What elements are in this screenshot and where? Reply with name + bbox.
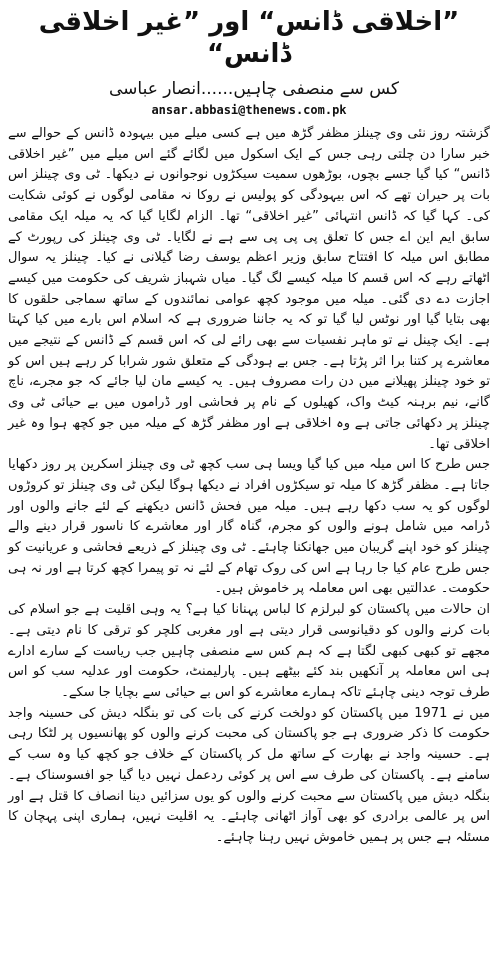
article-paragraph: جس طرح کا اس میلہ میں کیا گیا ویسا ہی سب کچھ ٹی وی چینلز اسکرین پر روز دکھایا جاتا ہے۔ مظفر گڑھ کا میلہ تو سیکڑوں افراد نے دیکھا ہوگا لیکن ٹی وی چینلز تو کروڑوں لوگوں کو یہ سب دکھا رہے ہیں۔ میلہ میں فحش ڈانس دیکھنے کے لئے جانے والوں اور ڈرامہ میں شامل ہونے والوں کو مجرم، گناہ گار اور معاشرے کا ناسور قرار دینے والے چینلز کو خود اپنے گریبان میں جھانکنا چاہئے۔ ٹی وی چینلز کے ذریعے فحاشی و عریانیت کو جس طرح عام کیا جا رہا ہے اس کی روک تھام کے لئے نہ تو پیمرا کچھ کرتا ہے اور نہ ہی حکومت۔ عدالتیں بھی اس معاملہ پر خاموش ہیں۔	[8, 457, 490, 597]
article-body	[8, 124, 490, 849]
author-name: انصار عباسی	[109, 79, 201, 99]
column-subheading: کس سے منصفی چاہیں	[233, 79, 399, 99]
byline: کس سے منصفی چاہیں......انصار عباسی	[109, 79, 399, 99]
article-paragraph: میں نے 1971 میں پاکستان کو دولخت کرنے کی بات کی تو بنگلہ دیش کی حسینہ واجد حکومت کا ذکر ضروری ہے جو پاکستان کی محبت کرنے والوں کو پھانسیوں پر لٹکا رہی ہے۔ حسینہ واجد نے بھارت کے ساتھ مل کر پاکستان کے خلاف جو کچھ کیا وہ سب کے سامنے ہے۔ پاکستان کی طرف سے اس پر کوئی ردعمل نہیں دیا گیا جو افسوسناک ہے۔ بنگلہ دیش میں پاکستان سے محبت کرنے والوں کو یوں سزائیں دینا انصاف کا قتل ہے اور اس پر عالمی برادری کو بھی آواز اٹھانی چاہئے۔ یہ اقلیت نہیں، ہماری اپنی پہچان کا مسئلہ ہے جس پر ہمیں خاموش نہیں رہنا چاہئے۔	[8, 705, 490, 845]
author-email: ansar.abbasi@thenews.com.pk	[151, 103, 347, 117]
article-headline: ”اخلاقی ڈانس“ اور ”غیر اخلاقی ڈانس“	[38, 7, 460, 69]
article-paragraph: ان حالات میں پاکستان کو لبرلزم کا لباس پہنانا کیا ہے؟ یہ وہی اقلیت ہے جو اسلام کی بات کرنے والوں کو دقیانوسی قرار دیتی ہے اور مغربی کلچر کو ترقی کا نام دیتی ہے۔ مجھے تو کبھی کبھی لگتا ہے کہ ہم کس سے منصفی چاہیں جب ریاست کے سارے ادارے ہی اس معاملہ پر آنکھیں بند کئے بیٹھے ہیں۔ پارلیمنٹ، حکومت اور عدلیہ سب کو اس طرف توجہ دینی چاہئے تاکہ ہمارے معاشرے کو اس بے حیائی سے بچایا جا سکے۔	[8, 602, 490, 700]
article-paragraph: گزشتہ روز نئی وی چینلز مظفر گڑھ میں ہے کسی میلے میں بیہودہ ڈانس کے حوالے سے خبر سارا دن چلتی رہی جس کے ایک اسکول میں لگائے گئے اس میلے میں ”غیر اخلاقی ڈانس“ کیا گیا جسے بچوں، بوڑھوں سمیت سیکڑوں نوجوانوں نے دیکھا۔ ٹی وی چینلز اس بات پر حیران تھے کہ اس بیہودگی کو پولیس نے روکا نہ مقامی لوگوں نے کوئی شکایت کی۔ کہا گیا کہ ڈانس انتہائی ”غیر اخلاقی“ تھا۔ الزام لگایا گیا کہ یہ میلہ ایک مقامی سابق ایم این اے جس کا تعلق پی پی پی سے ہے نے لگایا۔ ٹی وی چینلز کی رپورٹ کے مطابق اس میلہ کا افتتاح سابق وزیر اعظم یوسف رضا گیلانی نے کیا۔ چینلز یہ سوال اٹھاتے رہے کہ اس قسم کا میلہ کیسے لگ گیا۔ میاں شہباز شریف کی حکومت میں کیسے اجازت دے دی گئی۔ میلہ میں موجود کچھ عوامی نمائندوں کے ساتھ سماجی حلقوں کا بھی بتایا گیا اور نوٹس لیا گیا تو کہ یہ جاننا ضروری ہے کہ اسلام اس بارے میں کیا کہتا ہے۔ ایک چینل نے تو ماہر نفسیات سے بھی رائے لی کہ اس قسم کے ڈانس کے نتیجے میں معاشرے پر کتنا برا اثر پڑتا ہے۔ جس بے ہودگی کے متعلق شور شرابا کر رہے ہیں اس کو تو خود چینلز پھیلانے میں دن رات مصروف ہیں۔ یہ کیسے مان لیا جائے کہ جو مجرے، ناچ گانے، نیم برہنہ کیٹ واک، کھیلوں کے نام پر فحاشی اور ڈراموں میں بے حیائی ٹی وی چینلز پر دکھائی جاتی ہے وہ اخلاقی ہے اور مظفر گڑھ کے میلہ میں جو کچھ ہوا وہ غیر اخلاقی تھا۔	[8, 126, 490, 452]
